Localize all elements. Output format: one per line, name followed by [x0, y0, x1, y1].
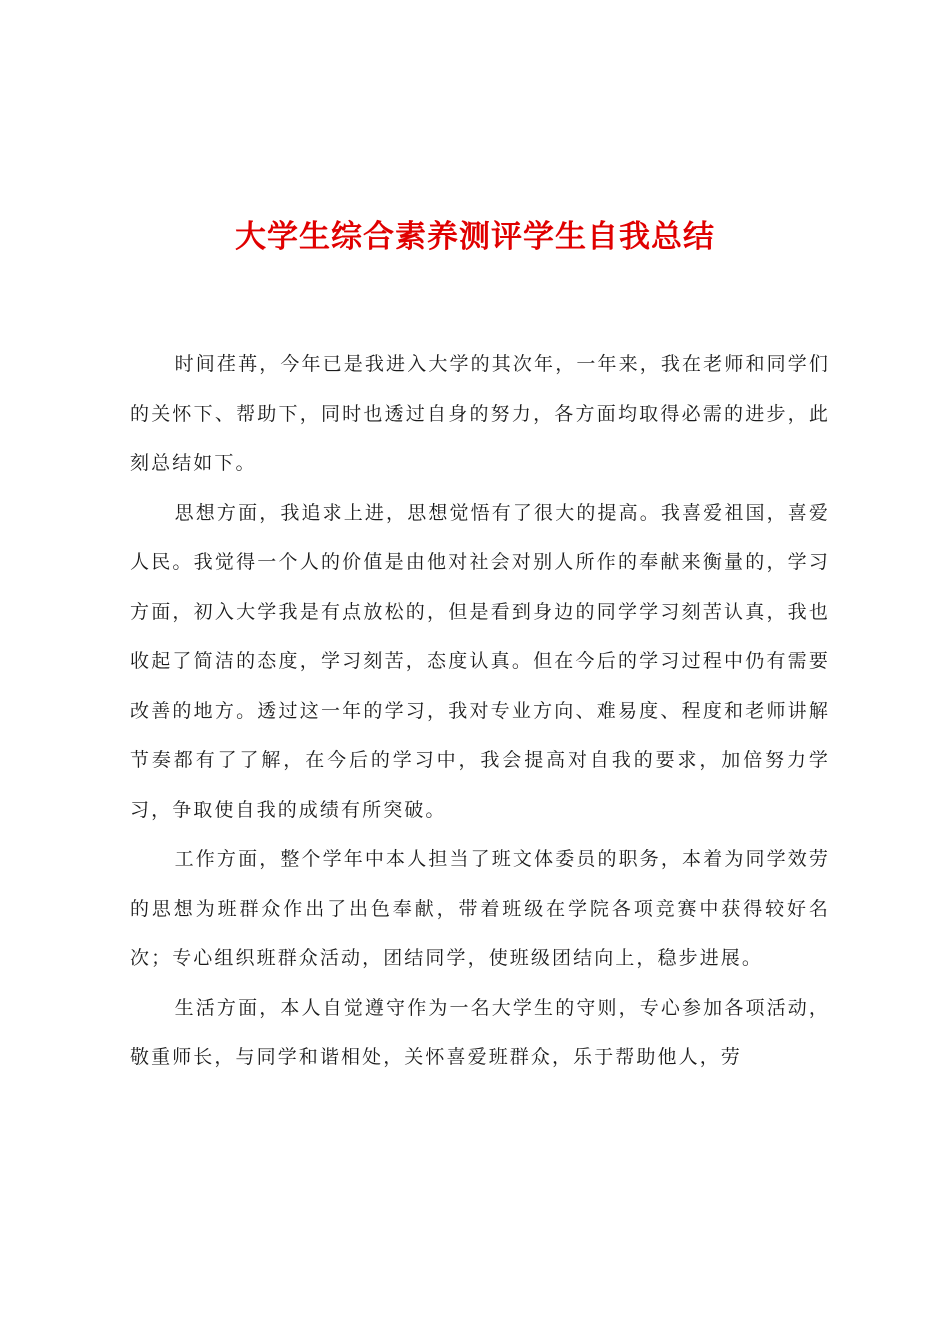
- paragraph-work: 工作方面，整个学年中本人担当了班文体委员的职务，本着为同学效劳的思想为班群众作出了出色奉献，带着班级在学院各项竞赛中获得较好名次；专心组织班群众活动，团结同学，使班级团结向上，稳步进展。: [130, 848, 830, 969]
- paragraph-thought-study: 思想方面，我追求上进，思想觉悟有了很大的提高。我喜爱祖国，喜爱人民。我觉得一个人的价值是由他对社会对别人所作的奉献来衡量的，学习方面，初入大学我是有点放松的，但是看到身边的同学学习刻苦认真，我也收起了简洁的态度，学习刻苦，态度认真。但在今后的学习过程中仍有需要改善的地方。透过这一年的学习，我对专业方向、难易度、程度和老师讲解节奏都有了了解，在今后的学习中，我会提高对自我的要求，加倍努力学习，争取使自我的成绩有所突破。: [130, 501, 830, 821]
- document-title: 大学生综合素养测评学生自我总结: [235, 219, 715, 255]
- document-body: [130, 340, 830, 1083]
- paragraph-intro: 时间荏苒，今年已是我进入大学的其次年，一年来，我在老师和同学们的关怀下、帮助下，同时也透过自身的努力，各方面均取得必需的进步，此刻总结如下。: [130, 353, 830, 474]
- paragraph-life: 生活方面，本人自觉遵守作为一名大学生的守则，专心参加各项活动，敬重师长，与同学和谐相处，关怀喜爱班群众，乐于帮助他人，劳: [130, 996, 830, 1068]
